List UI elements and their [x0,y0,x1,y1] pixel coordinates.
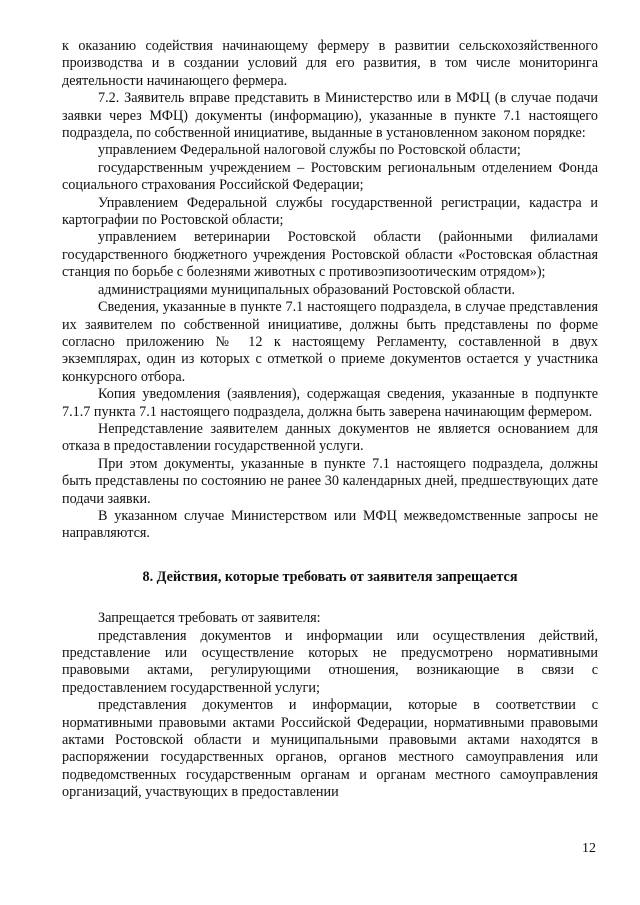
paragraph: 7.2. Заявитель вправе представить в Министерство или в МФЦ (в случае подачи заявки через МФЦ) документы (информацию), указанные в пункте 7.1 настоящего подраздела, по собственной инициативе, выданные в установленном законом порядке: [62,90,598,142]
paragraph: Запрещается требовать от заявителя: [98,610,321,627]
paragraph: При этом документы, указанные в пункте 7.1 настоящего подраздела, должны быть представлены по состоянию не ранее 30 календарных дней, предшествующих дате подачи заявки. [62,455,598,507]
paragraph: государственным учреждением – Ростовским региональным отделением Фонда социального страхования Российской Федерации; [62,159,598,194]
paragraph: представления документов и информации или осуществления действий, представление или осуществление которых не предусмотрено нормативными правовыми актами, регулирующими отношения, возникающие в связи с предоставлением государственной услуги; [62,627,598,696]
paragraph: Непредставление заявителем данных документов не является основанием для отказа в предоставлении государственной услуги. [62,420,598,455]
paragraphs-before [62,38,598,543]
paragraph: управлением ветеринарии Ростовской области (районными филиалами государственного бюджетного учреждения Ростовской области «Ростовская областная станция по борьбе с болезнями животных с противоэпизоотическим отрядом»); [62,229,598,281]
paragraph: Управлением Федеральной службы государственной регистрации, кадастра и картографии по Ростовской области; [62,194,598,229]
section-heading: 8. Действия, которые требовать от заявителя запрещается [142,568,518,585]
paragraph: Копия уведомления (заявления), содержащая сведения, указанные в подпункте 7.1.7 пункта 7.1 настоящего подраздела, должна быть заверена начинающим фермером. [62,386,598,420]
paragraph: управлением Федеральной налоговой службы по Ростовской области; [98,142,521,159]
paragraph: Сведения, указанные в пункте 7.1 настоящего подраздела, в случае представления их заявителем по собственной инициативе, должны быть представлены по форме согласно приложению № 12 к настоящему Регламенту, составленной в двух экземплярах, один из которых с отметкой о приеме документов остается у участника конкурсного отбора. [62,299,598,385]
paragraph: В указанном случае Министерством или МФЦ межведомственные запросы не направляются. [62,507,598,542]
page-number: 12 [582,841,596,856]
paragraph: администрациями муниципальных образований Ростовской области. [98,281,516,298]
document-page [62,38,598,802]
paragraph: к оказанию содействия начинающему фермеру в развитии сельскохозяйственного производства и в создании условий для его развития, в том числе мониторинга деятельности начинающего фермера. [62,38,598,89]
paragraph: представления документов и информации, которые в соответствии с нормативными правовыми актами Российской Федерации, нормативными правовыми актами Ростовской области и муниципальными правовыми актами находятся в распоряжении государственных органов, органов местного самоуправления или подведомственных государственным органам и органам местного самоуправления организаций, участвующих в предоставлении [62,697,598,801]
paragraphs-after [62,610,598,801]
